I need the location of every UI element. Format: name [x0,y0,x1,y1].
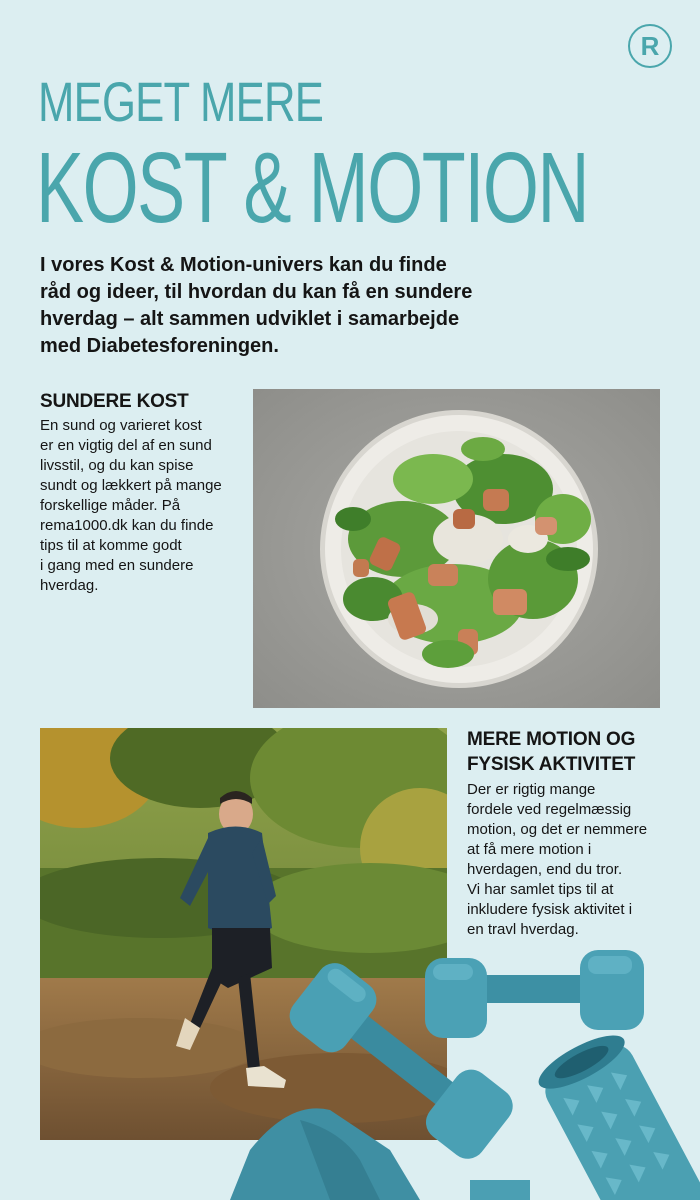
kost-line: rema1000.dk kan du finde [40,517,214,534]
page-title: KOST & MOTION [36,132,589,244]
runner-image [40,728,447,1140]
salad-image [253,389,660,708]
motion-line: Vi har samlet tips til at [467,881,614,898]
salad-illustration [253,389,660,708]
kost-line: er en vigtig del af en sund [40,437,212,454]
kost-line: En sund og varieret kost [40,417,202,434]
logo-letter: R [640,30,660,61]
kost-title: SUNDERE KOST [40,391,189,412]
kost-line: hverdag. [40,577,99,594]
kost-line: forskellige måder. På [40,497,181,514]
motion-line: en travl hverdag. [467,921,579,938]
title-small: MEGET MERE [38,70,324,133]
kost-line: sundt og lækkert på mange [40,477,222,494]
dumbbell-icon [425,950,644,1038]
kost-text [40,416,245,596]
rema-logo-icon [628,24,672,68]
motion-line: Der er rigtig mange [467,781,596,798]
motion-line: hverdagen, end du tror. [467,861,623,878]
runner-illustration [40,728,447,1140]
motion-title-line2: FYSISK AKTIVITET [467,754,636,775]
kost-line: tips til at komme godt [40,537,182,554]
motion-line: inkludere fysisk aktivitet i [467,901,633,918]
motion-line: motion, og det er nemmere [467,821,648,838]
motion-line: fordele ved regelmæssig [467,801,632,818]
intro-text: I vores Kost & Motion-univers kan du finde råd og ideer, til hvordan du kan få en sundere hverdag – alt sammen udviklet i samarbejde med Diabetesforeningen. [40,254,473,357]
kost-line: i gang med en sundere [40,557,194,574]
motion-text [467,780,682,940]
motion-title-line1: MERE MOTION OG [467,729,636,750]
kost-line: livsstil, og du kan spise [40,457,194,474]
foam-roller-icon [532,1025,700,1200]
motion-line: at få mere motion i [467,841,592,858]
